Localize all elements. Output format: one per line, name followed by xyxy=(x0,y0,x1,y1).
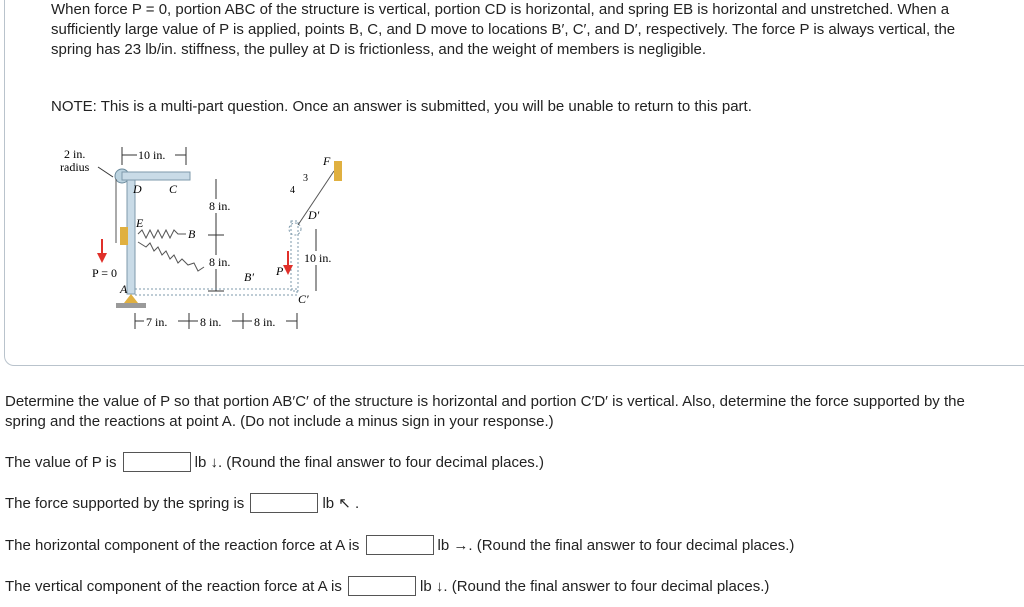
label-B-prime: B′ xyxy=(244,270,254,284)
slope-3: 3 xyxy=(303,173,308,184)
dim-bottom-8in-b: 8 in. xyxy=(254,315,276,329)
answer-row-ax xyxy=(5,533,794,557)
label-C-prime: C′ xyxy=(298,292,309,306)
label-E: E xyxy=(136,216,144,230)
label-B: B xyxy=(188,227,196,241)
answer-spring-suffix: lb ↖ . xyxy=(322,495,360,512)
label-P: P xyxy=(276,264,284,278)
problem-intro: When force P = 0, portion ABC of the structure is vertical, portion CD is horizontal, and spring EB is horizontal and unstretched. When a sufficiently large value of P is applied, points B, C, and D move to locations B′, C′, and D′, respectively. The force P is always vertical, the spring has 23 lb/in. stiffness, the pulley at D is frictionless, and the weight of members is negligible. xyxy=(51,1,956,58)
answer-row-p xyxy=(5,450,544,474)
radius-label-1: 2 in. xyxy=(64,147,86,161)
answer-spring-input[interactable] xyxy=(250,493,318,513)
label-F: F xyxy=(323,154,331,168)
answer-ay-prefix: The vertical component of the reaction force at A is xyxy=(5,577,347,595)
answer-ax-prefix: The horizontal component of the reaction force at A is xyxy=(5,536,364,554)
slope-4: 4 xyxy=(290,185,295,196)
answer-ay-suffix: lb ↓. (Round the final answer to four decimal places.) xyxy=(420,577,770,595)
answer-p-suffix: lb ↓. (Round the final answer to four decimal places.) xyxy=(194,453,544,471)
dim-top-10in: 10 in. xyxy=(138,148,166,162)
problem-note: NOTE: This is a multi-part question. Once an answer is submitted, you will be unable to return to this part. xyxy=(51,98,752,115)
label-D: D xyxy=(133,182,142,196)
answer-ax-suffix: lb →. (Round the final answer to four decimal places.) xyxy=(437,536,795,554)
answer-spring-prefix: The force supported by the spring is xyxy=(5,494,249,512)
answer-ay-input[interactable] xyxy=(348,576,416,596)
radius-label-2: radius xyxy=(60,160,90,174)
label-P-zero: P = 0 xyxy=(92,266,117,280)
dim-8in-upper: 8 in. xyxy=(209,199,231,213)
answer-p-input[interactable] xyxy=(123,452,191,472)
dim-bottom-8in-a: 8 in. xyxy=(200,315,222,329)
dim-bottom-7in: 7 in. xyxy=(146,315,168,329)
answer-p-prefix: The value of P is xyxy=(5,453,121,471)
answer-row-spring xyxy=(5,491,359,515)
label-D-prime: D′ xyxy=(308,208,320,222)
dim-10in-right: 10 in. xyxy=(304,251,332,265)
label-A: A xyxy=(120,282,128,296)
dim-8in-lower: 8 in. xyxy=(209,255,231,269)
answer-ax-input[interactable] xyxy=(366,535,434,555)
question-text: Determine the value of P so that portion AB′C′ of the structure is horizontal and portion C′D′ is vertical. Also, determine the force supported by the spring and the reactions at point A. (Do not include a minus sign in your response.) xyxy=(5,393,965,430)
answer-row-ay xyxy=(5,574,769,598)
label-C: C xyxy=(169,182,178,196)
structure-figure xyxy=(58,143,358,338)
